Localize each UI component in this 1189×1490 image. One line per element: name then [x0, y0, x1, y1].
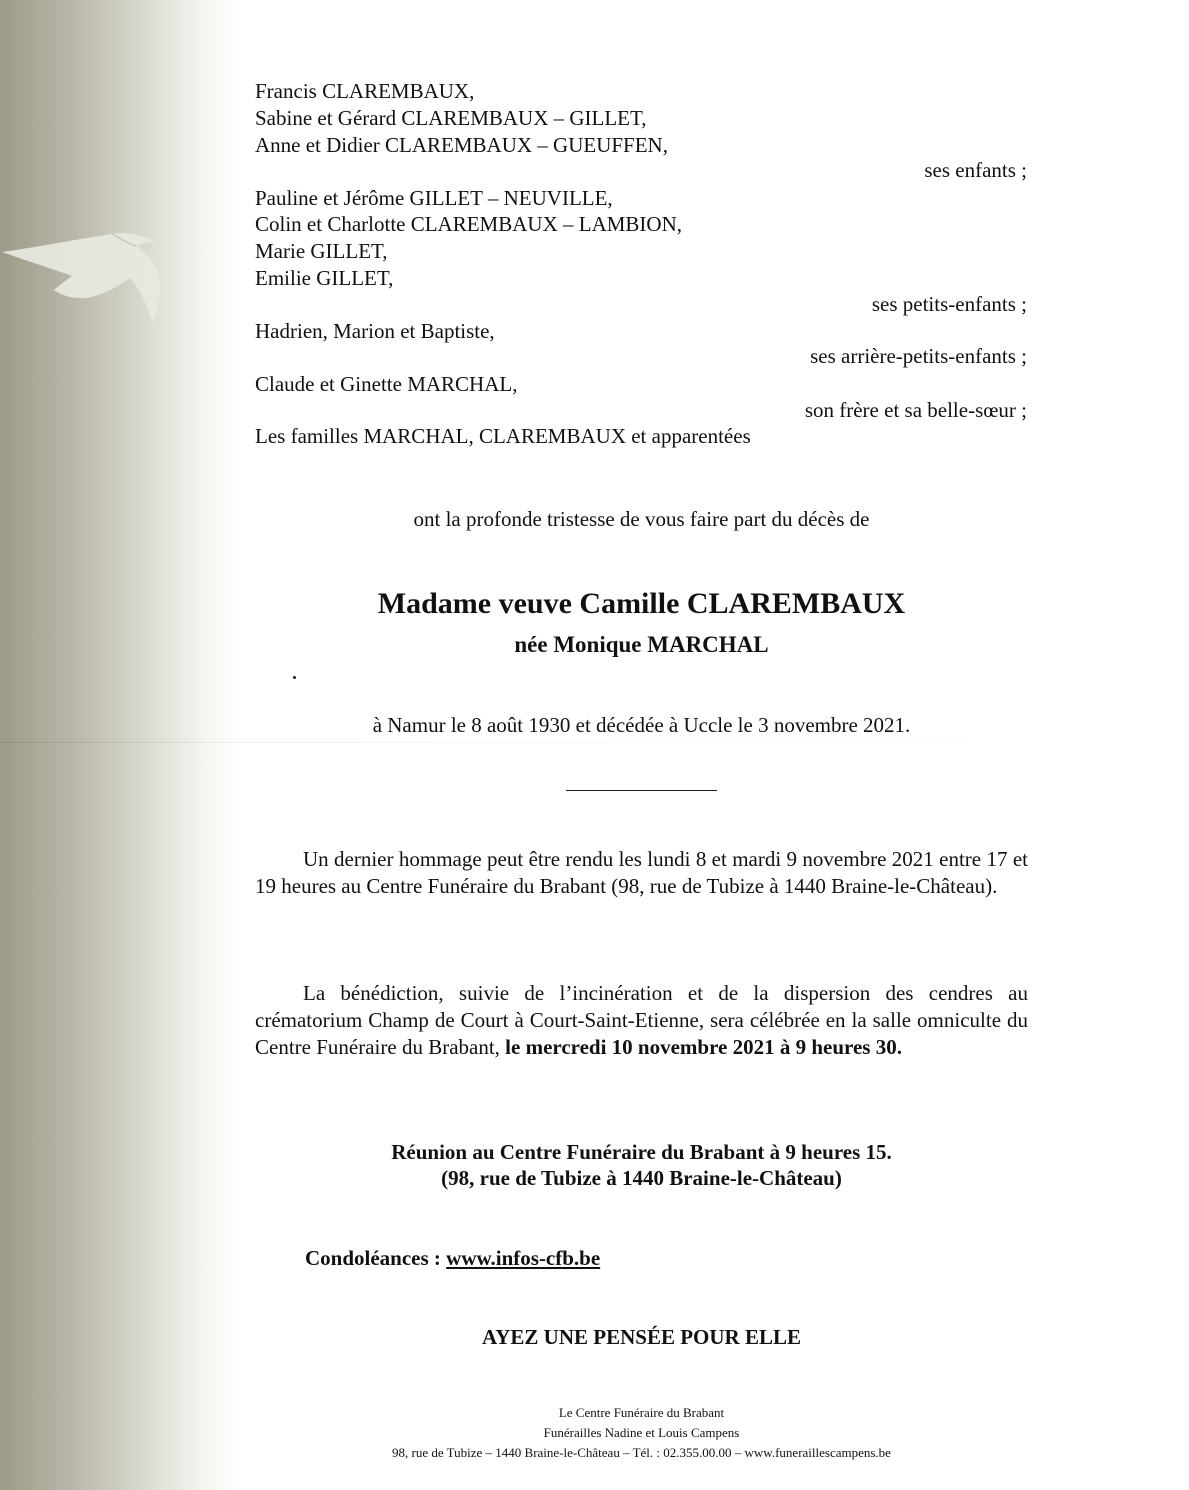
- children-label: ses enfants ;: [924, 158, 1027, 182]
- closing-line: AYEZ UNE PENSÉE POUR ELLE: [482, 1325, 801, 1349]
- maiden-name: née Monique MARCHAL: [514, 632, 769, 657]
- child-name: Francis CLAREMBAUX,: [255, 79, 475, 103]
- condolences-label: Condoléances :: [305, 1246, 447, 1270]
- meeting-line-1: Réunion au Centre Funéraire du Brabant à 9 heures 15.: [391, 1140, 892, 1164]
- grandchild-name: Emilie GILLET,: [255, 266, 394, 290]
- condolences-line: [305, 1246, 600, 1271]
- birth-death-dates: à Namur le 8 août 1930 et décédée à Uccle le 3 novembre 2021.: [372, 713, 911, 737]
- announcement-text: ont la profonde tristesse de vous faire part du décès de: [413, 507, 870, 531]
- separator-line: [566, 790, 717, 791]
- seagull-icon: [2, 212, 167, 324]
- ceremony-text: La bénédiction, suivie de l’incinération et de la dispersion des cendres au crématorium Champ de Court à Court-Saint-Etienne, sera célébrée en la salle omnicultе du Centre Funéraire du Brabant,: [255, 981, 1028, 1059]
- child-name: Anne et Didier CLAREMBAUX – GUEUFFEN,: [255, 133, 668, 157]
- tribute-paragraph: Un dernier hommage peut être rendu les lundi 8 et mardi 9 novembre 2021 entre 17 et 19 heures au Centre Funéraire du Brabant (98, rue de Tubize à 1440 Braine-le-Château).: [255, 847, 1028, 898]
- paper-fold-line: [0, 742, 1189, 743]
- child-name: Sabine et Gérard CLAREMBAUX – GILLET,: [255, 106, 647, 130]
- deceased-name: Madame veuve Camille CLAREMBAUX: [377, 587, 906, 620]
- ceremony-paragraph: [255, 980, 1028, 1061]
- siblings-names: Claude et Ginette MARCHAL,: [255, 372, 518, 396]
- ceremony-date: le mercredi 10 novembre 2021 à 9 heures 30.: [505, 1035, 902, 1059]
- footer-line-1: Le Centre Funéraire du Brabant: [558, 1405, 725, 1420]
- grandchild-name: Pauline et Jérôme GILLET – NEUVILLE,: [255, 186, 613, 210]
- grandchild-name: Marie GILLET,: [255, 239, 388, 263]
- grandchild-name: Colin et Charlotte CLAREMBAUX – LAMBION,: [255, 212, 682, 236]
- grandchildren-label: ses petits-enfants ;: [871, 292, 1027, 316]
- footer-line-3: 98, rue de Tubize – 1440 Braine-le-Château – Tél. : 02.355.00.00 – www.funeraillescampens.be: [392, 1445, 891, 1460]
- footer-line-2: Funérailles Nadine et Louis Campens: [543, 1425, 740, 1440]
- families-line: Les familles MARCHAL, CLAREMBAUX et apparentées: [255, 424, 751, 448]
- meeting-line-2: (98, rue de Tubize à 1440 Braine-le-Château): [441, 1166, 842, 1190]
- great-grandchildren-label: ses arrière-petits-enfants ;: [810, 344, 1027, 368]
- siblings-label: son frère et sa belle-sœur ;: [804, 398, 1027, 422]
- condolences-link[interactable]: www.infos-cfb.be: [446, 1246, 601, 1270]
- ink-dot: [293, 676, 296, 679]
- great-grandchildren-names: Hadrien, Marion et Baptiste,: [255, 319, 495, 343]
